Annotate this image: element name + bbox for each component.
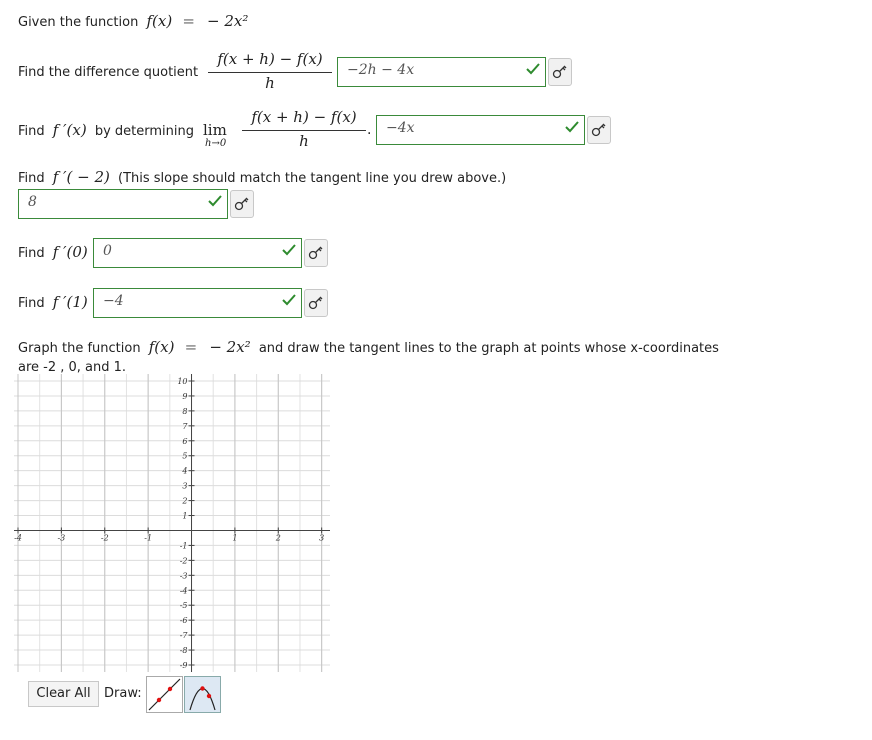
x-tick-label: -2: [100, 533, 109, 543]
slope-1-value: −4: [103, 293, 124, 309]
q6-fprime: f ′(1): [52, 293, 88, 311]
check-icon: [281, 242, 297, 258]
dq-fraction-bar: [208, 72, 332, 73]
q7-text-b: and draw the tangent lines to the graph at points whose x-coordinates: [258, 341, 719, 356]
q4-text-b: (This slope should match the tangent line you drew above.): [118, 171, 507, 186]
slope-at-1-line: [18, 293, 88, 311]
q7-fx: f(x): [148, 338, 175, 356]
y-tick-label: -1: [179, 541, 188, 551]
derivative-limit-line: [18, 121, 194, 139]
dq-denominator: h: [265, 74, 275, 92]
key-icon: [552, 65, 568, 79]
y-tick-label: -5: [179, 601, 188, 611]
y-tick-label: -3: [179, 571, 188, 581]
lim-denominator: h: [299, 132, 309, 150]
y-tick-label: 3: [182, 481, 188, 491]
y-tick-label: -8: [179, 646, 188, 656]
q6-text-a: Find: [18, 296, 45, 311]
key-button[interactable]: [230, 190, 254, 218]
given-rhs: − 2x²: [207, 12, 249, 30]
line-tool-icon: [147, 677, 182, 712]
x-tick-label: 3: [319, 533, 325, 543]
y-tick-label: -9: [179, 661, 188, 671]
dq-numerator: f(x + h) − f(x): [217, 50, 323, 68]
key-icon: [234, 197, 250, 211]
x-tick-label: -4: [14, 533, 22, 543]
difference-quotient-answer[interactable]: [337, 57, 546, 87]
q3-text-b: by determining: [94, 124, 194, 139]
y-tick-label: 9: [182, 391, 188, 401]
q5-text-a: Find: [18, 246, 45, 261]
key-button[interactable]: [548, 58, 572, 86]
y-tick-label: 1: [182, 511, 188, 521]
difference-quotient-label: Find the difference quotient: [18, 65, 199, 80]
slope-neg2-answer[interactable]: [18, 189, 228, 219]
y-tick-label: 6: [182, 436, 188, 446]
x-tick-label: 1: [232, 533, 238, 543]
y-tick-label: 2: [182, 496, 188, 506]
check-icon: [281, 292, 297, 308]
y-tick-label: -4: [179, 586, 188, 596]
key-icon: [308, 246, 324, 260]
key-icon: [308, 296, 324, 310]
y-tick-label: 10: [177, 376, 188, 386]
limit-symbol: lim: [203, 121, 227, 139]
key-icon: [591, 123, 607, 137]
key-button[interactable]: [587, 116, 611, 144]
q4-fprime: f ′( − 2): [52, 168, 110, 186]
difference-quotient-fraction: [208, 50, 332, 94]
x-tick-label: 2: [275, 533, 281, 543]
q3-fprime: f ′(x): [52, 121, 87, 139]
given-function-line: [18, 12, 248, 30]
line-tool-button[interactable]: [146, 676, 183, 713]
limit-subscript: h→0: [205, 138, 227, 149]
dq-answer-value: −2h − 4x: [347, 62, 415, 78]
given-eq: =: [182, 12, 195, 30]
q7-eq: =: [184, 338, 198, 356]
graph-canvas[interactable]: [14, 374, 330, 672]
slope-at-0-line: [18, 243, 88, 261]
key-button[interactable]: [304, 289, 328, 317]
x-tick-label: -1: [144, 533, 153, 543]
slope-at-neg2-line: [18, 168, 506, 186]
limit-dot: .: [367, 122, 372, 138]
parabola-tool-icon: [185, 677, 220, 712]
q7-rhs: − 2x²: [209, 338, 251, 356]
limit-fraction: [242, 108, 366, 152]
slope-0-value: 0: [103, 243, 112, 259]
graph-instructions-line2: are -2 , 0, and 1.: [18, 360, 127, 375]
q7-text-a: Graph the function: [18, 341, 141, 356]
y-tick-label: -6: [179, 616, 188, 626]
check-icon: [564, 119, 580, 135]
y-tick-label: -7: [179, 631, 188, 641]
given-text: Given the function: [18, 15, 139, 30]
y-tick-label: 5: [182, 451, 188, 461]
lim-fraction-bar: [242, 130, 366, 131]
y-tick-label: 8: [182, 406, 188, 416]
lim-numerator: f(x + h) − f(x): [251, 108, 357, 126]
y-tick-label: -2: [179, 556, 188, 566]
key-button[interactable]: [304, 239, 328, 267]
graph-instructions-line1: [18, 338, 719, 356]
given-fx: f(x): [146, 12, 173, 30]
slope-1-answer[interactable]: [93, 288, 302, 318]
slope-0-answer[interactable]: [93, 238, 302, 268]
x-tick-label: -3: [57, 533, 66, 543]
check-icon: [207, 193, 223, 209]
draw-label: Draw:: [104, 686, 142, 701]
q4-text-a: Find: [18, 171, 45, 186]
slope-neg2-value: 8: [28, 194, 37, 210]
q3-text-a: Find: [18, 124, 45, 139]
clear-all-button[interactable]: Clear All: [28, 681, 99, 707]
q5-fprime: f ′(0): [52, 243, 88, 261]
parabola-tool-button[interactable]: [184, 676, 221, 713]
derivative-answer-value: −4x: [386, 120, 415, 136]
check-icon: [525, 61, 541, 77]
y-tick-label: 4: [182, 466, 188, 476]
y-tick-label: 7: [182, 421, 188, 431]
derivative-answer[interactable]: [376, 115, 585, 145]
